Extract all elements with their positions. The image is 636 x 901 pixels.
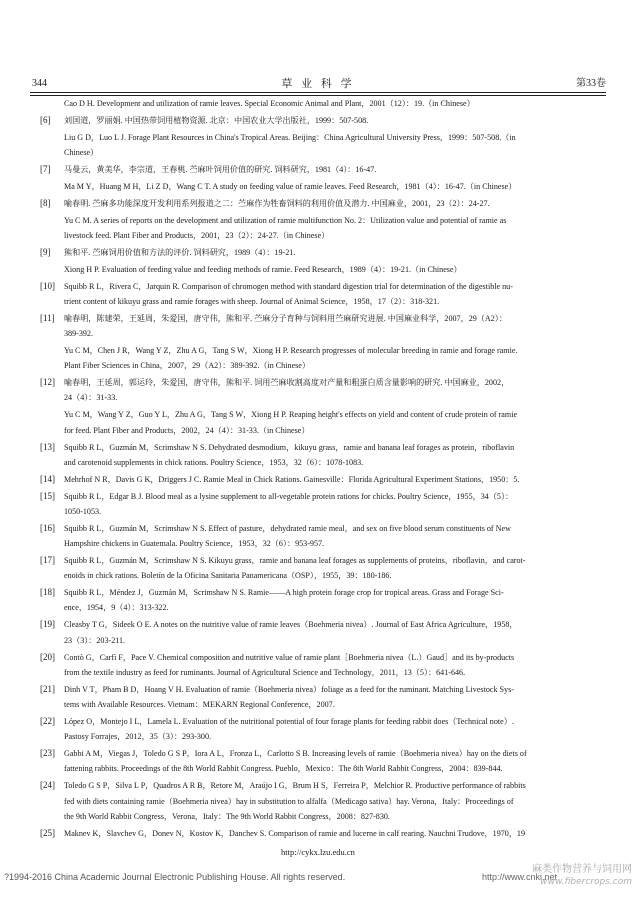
reference-text: the 9th World Rabbit Congress，Verona，Italy：The 9th World Rabbit Congress，2008：827-830. (64, 811, 390, 821)
reference-text: Squibb R L，Guzmán M，Scrimshaw N S. Effect of pasture，dehydrated ramie meal，and sex on five blood serum constituents of New (64, 523, 511, 533)
reference-text: Yu C M，Wang Y Z，Guo Y L，Zhu A G，Tang S W，Xiong H P. Reaping height's effects on yield and content of crude protein of ramie (64, 410, 518, 420)
volume-label: 第33卷 (576, 78, 606, 89)
reference-text: trient content of kikuyu grass and ramie forages with sheep. Journal of Animal Science，1958，17（2）：318-321. (64, 296, 440, 306)
reference-text: Liu G D，Luo L J. Forage Plant Resources in China's Tropical Areas. Beijing：China Agricultural University Press，1999：507-508.（in (64, 132, 516, 142)
watermark-site-url: www.fibercrops.com (540, 877, 632, 887)
reference-text: Toledo G S P，Silva L P，Quadros A R B，Retore M，Araújo I G，Brum H S，Ferreira P，Melchior R. Productive performance of rabbits (64, 781, 526, 791)
watermark (532, 864, 632, 888)
reference-text: Pastosy Forrajes，2012，35（3）：293-300. (64, 732, 212, 742)
reference-entry (40, 714, 608, 745)
reference-entry (40, 585, 608, 616)
reference-text: Squibb R L，Méndez J，Guzmán M，Scrimshaw N S. Ramie——A high protein forage crop for tropical areas. Grass and Forage Sci- (64, 588, 504, 598)
reference-entry (40, 245, 608, 260)
reference-text: 喻春明. 苎麻多功能深度开发利用系列报道之二：苎麻作为牲畜饲料的利用价值及潜力. 中国麻业，2001，23（2）：24-27. (64, 198, 490, 208)
reference-entry (40, 617, 608, 648)
reference-entry (40, 196, 608, 211)
journal-title: 草 业 科 学 (281, 78, 355, 90)
reference-text: 喻春明，陈建荣，王延周，朱爱国，唐守伟，熊和平. 苎麻分子育种与饲料用苎麻研究进展. 中国麻业科学，2007，29（A2）： (64, 313, 507, 323)
reference-text: fed with diets containing ramie（Boehmeria nivea）hay in substitution to alfalfa（Medicago sativa）hay. Verona，Italy：Proceedings of (64, 796, 514, 806)
reference-text: and carotenoid supplements in chick rations. Poultry Science，1953，32（6）：1078-1083. (64, 457, 364, 467)
reference-number: [7] (40, 163, 51, 174)
reference-entry (40, 279, 608, 310)
reference-number: [17] (40, 555, 55, 565)
reference-entry (40, 213, 608, 244)
reference-text: Xiong H P. Evaluation of feeding value and feeding methods of ramie. Feed Research，1989（4）：19-21.（in Chinese） (64, 264, 462, 274)
reference-entry (40, 826, 608, 841)
page-header (30, 76, 606, 92)
reference-number: [25] (40, 827, 55, 838)
reference-entry (40, 311, 608, 342)
reference-entry (40, 407, 608, 438)
reference-entry (40, 113, 608, 128)
reference-text: from the textile industry as feed for ruminants. Journal of Agricultural Science and Technology，2011，13（5）：641-646. (64, 667, 466, 677)
reference-entry (40, 746, 608, 777)
reference-text: Yu C M. A series of reports on the development and utilization of ramie multifunction No. 2：Utilization value and potential of ramie as (64, 215, 507, 225)
reference-text: Squibb R L，Edgar B J. Blood meal as a lysine supplement to all-vegetable protein rations for chicks. Poultry Science，1955，34（5）： (64, 491, 514, 501)
reference-entry (40, 440, 608, 471)
reference-text: enoids in chick rations. Boletín de la Oficina Sanitaria Panamericana（OSP），1955，39：180-186. (64, 571, 392, 581)
reference-text: Dinh V T，Pham B D，Hoang V H. Evaluation of ramie（Boehmeria nivea）foliage as a feed for the ruminant. Matching Livestock Sys- (64, 684, 514, 694)
copyright-notice (4, 872, 558, 882)
reference-entry (40, 162, 608, 177)
reference-number: [9] (40, 246, 51, 257)
reference-number: [6] (40, 114, 51, 125)
reference-text: 24（4）：31-33. (64, 393, 118, 403)
reference-text: 刘国道，罗丽娟. 中国热带饲用植物资源. 北京：中国农业大学出版社，1999：507-508. (64, 115, 369, 125)
reference-text: Ma M Y，Huang M H，Li Z D，Wang C T. A study on feeding value of ramie leaves. Feed Research，1981（4）：16-47.（in Chinese） (64, 181, 517, 191)
reference-text: 马曼云，黄美华，李宗道，王春桃. 苎麻叶饲用价值的研究. 饲料研究，1981（4）：16-47. (64, 164, 377, 174)
reference-list (40, 96, 608, 843)
reference-text: 1050-1053. (64, 506, 102, 516)
reference-number: [24] (40, 780, 55, 791)
reference-entry (40, 489, 608, 520)
reference-text: 熊和平. 苎麻饲用价值和方法的评价. 饲料研究，1989（4）：19-21. (64, 247, 296, 257)
reference-entry (40, 343, 608, 374)
reference-number: [8] (40, 197, 51, 208)
reference-text: Cao D H. Development and utilization of ramie leaves. Special Economic Animal and Plant，2001（12）：19.（in Chinese） (64, 99, 475, 108)
reference-text: Contò G，Carfì F，Pace V. Chemical composition and nutritive value of ramie plant［Boehmeria nivea（L.）Gaud］and its by-products (64, 652, 515, 662)
header-rule-thick (30, 92, 606, 93)
reference-text: Plant Fiber Sciences in China，2007，29（A2）：389-392.（in Chinese） (64, 361, 310, 371)
reference-text: 389-392. (64, 329, 93, 339)
reference-text: Maknev K，Slavchev G，Donev N，Kostov K，Danchev S. Comparison of ramie and lucerne in calf rearing. Nauchni Trudove，1970，19 (64, 828, 526, 838)
reference-text: Hampshire chickens in Guatemala. Poultry Science，1953，32（6）：953-957. (64, 539, 325, 549)
reference-text: Squibb R L，Guzmán M，Scrimshaw N S. Dehydrated desmodium，kikuyu grass，ramie and banana leaf forages as protein，riboflavin (64, 442, 515, 452)
reference-number: [19] (40, 619, 55, 630)
page-number: 344 (32, 78, 47, 89)
reference-entry (40, 179, 608, 194)
copyright-text: ?1994-2016 China Academic Journal Electronic Publishing House. All rights reserved. (4, 872, 346, 882)
reference-text: tems with Available Resources. Vietnam：MEKARN Regional Conference，2007. (64, 700, 335, 710)
reference-number: [23] (40, 748, 55, 759)
reference-text: Yu C M，Chen J R，Wang Y Z，Zhu A G，Tang S W，Xiong H P. Research progresses of molecular breeding in ramie and forage ramie. (64, 345, 518, 355)
reference-entry (40, 375, 608, 406)
reference-text: 喻春明，王延周，郭运玲，朱爱国，唐守伟，熊和平. 饲用苎麻收割高度对产量和粗蛋白质含量影响的研究. 中国麻业，2002， (64, 378, 510, 388)
cnki-link[interactable]: http://www.cnki.net (482, 872, 558, 882)
reference-text: 23（3）：203-211. (64, 635, 126, 645)
reference-text: ence，1954，9（4）：313-322. (64, 603, 169, 613)
reference-entry (40, 96, 608, 111)
reference-entry (40, 262, 608, 277)
reference-number: [20] (40, 651, 55, 662)
reference-text: for feed. Plant Fiber and Products，2002，24（4）：31-33.（in Chinese） (64, 425, 310, 435)
reference-text: Mehrhof N R，Davis G K，Driggers J C. Ramie Meal in Chick Rations. Gainesville：Florida Agricultural Experiment Stations，1950：5. (64, 474, 520, 484)
reference-number: [22] (40, 715, 55, 726)
reference-number: [14] (40, 473, 55, 484)
reference-text: Squibb R L，Rivera C，Jarquin R. Comparison of chromogen method with standard digestion trial for determination of the digestible nu- (64, 281, 513, 291)
reference-number: [21] (40, 683, 55, 694)
reference-number: [12] (40, 377, 55, 388)
reference-number: [13] (40, 441, 55, 452)
reference-text: fattening rabbits. Proceedings of the 8th World Rabbit Congress. Pueblo，Mexico：The 8th World Rabbit Congress，2004：839-844. (64, 764, 503, 774)
reference-text: Squibb R L，Guzmán M，Scrimshaw N S. Kikuyu grass，ramie and banana leaf forages as supplements of proteins，riboflavin，and carot- (64, 556, 526, 565)
reference-entry (40, 130, 608, 161)
journal-url[interactable]: http://cykx.lzu.edu.cn (281, 847, 355, 857)
reference-entry (40, 553, 608, 584)
reference-entry (40, 778, 608, 824)
reference-text: López O，Montejo I L，Lamela L. Evaluation of the nutritional potential of four forage plants for feeding rabbit does（Technical note）. (64, 716, 514, 726)
reference-text: livestock feed. Plant Fiber and Products，2001，23（2）：24-27.（in Chinese） (64, 230, 330, 240)
reference-entry (40, 472, 608, 487)
reference-number: [16] (40, 522, 55, 533)
reference-text: Gabbi A M，Viegas J，Toledo G S P，Iora A L，Fronza L，Carlotto S B. Increasing levels of ramie（Boehmeria nivea）hay on the diets of (64, 749, 527, 759)
reference-entry (40, 650, 608, 681)
reference-entry (40, 682, 608, 713)
reference-entry (40, 521, 608, 552)
reference-number: [10] (40, 280, 55, 291)
watermark-site-name: 麻类作物营养与饲用网 (532, 864, 632, 875)
reference-number: [18] (40, 587, 55, 598)
reference-text: Cleasby T G，Sideek O E. A notes on the nutritive value of ramie leaves（Boehmeria nivea）. Journal of East Africa Agriculture，1958， (64, 620, 518, 630)
reference-text: Chinese） (64, 148, 99, 158)
reference-number: [15] (40, 490, 55, 501)
reference-number: [11] (40, 312, 55, 323)
